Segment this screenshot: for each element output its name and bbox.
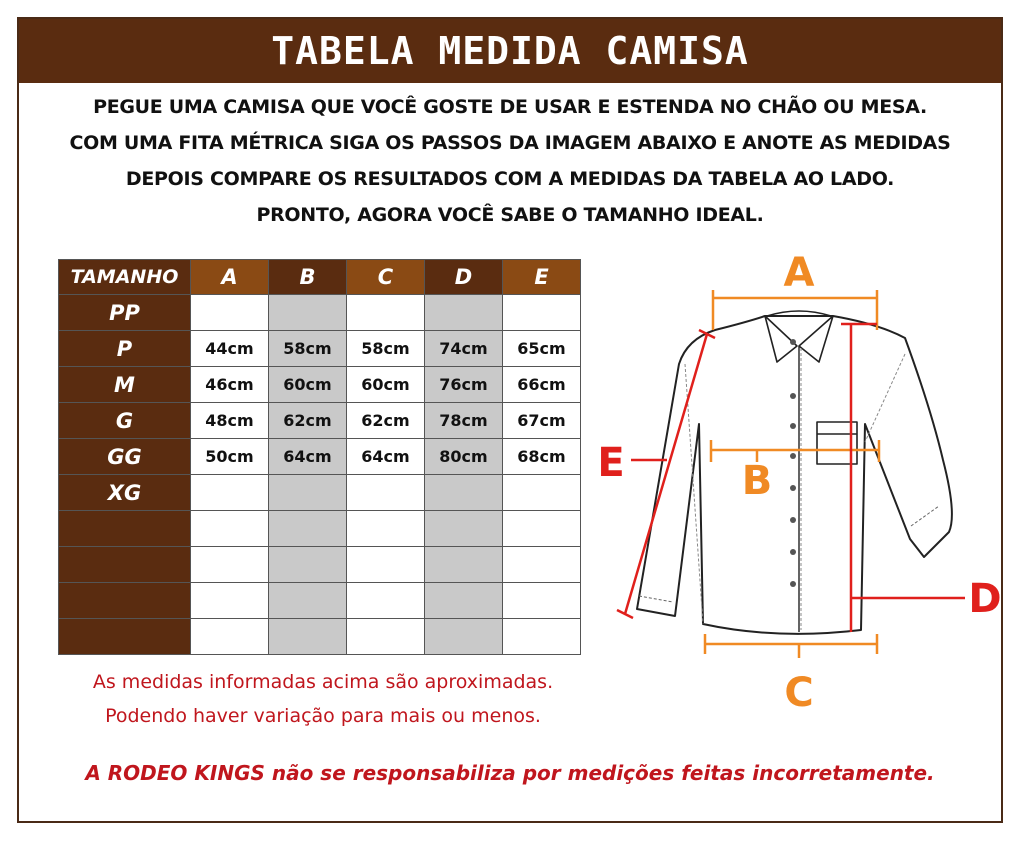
table-row	[59, 475, 581, 511]
note-line: Podendo haver variação para mais ou menos.	[105, 705, 541, 727]
table-row	[59, 511, 581, 547]
size-label	[59, 619, 191, 655]
measure-cell: 74cm	[425, 331, 503, 367]
size-label	[59, 511, 191, 547]
measure-cell	[503, 619, 581, 655]
column-header-d: D	[425, 260, 503, 295]
table-row	[59, 619, 581, 655]
measure-cell	[425, 475, 503, 511]
note-line: As medidas informadas acima são aproximadas.	[92, 671, 554, 693]
measure-cell: 64cm	[347, 439, 425, 475]
size-label	[59, 583, 191, 619]
measure-cell	[269, 547, 347, 583]
measure-cell	[269, 583, 347, 619]
table-row	[59, 403, 581, 439]
size-label: G	[59, 403, 191, 439]
measure-cell	[347, 295, 425, 331]
measure-cell	[347, 475, 425, 511]
measure-cell	[191, 547, 269, 583]
measure-cell: 62cm	[347, 403, 425, 439]
table-row	[59, 331, 581, 367]
shirt-measurement-diagram	[587, 234, 1007, 714]
measure-cell	[347, 619, 425, 655]
column-header-a: A	[191, 260, 269, 295]
measure-cell	[425, 511, 503, 547]
measure-cell: 68cm	[503, 439, 581, 475]
measure-cell: 65cm	[503, 331, 581, 367]
measure-cell: 64cm	[269, 439, 347, 475]
size-label: P	[59, 331, 191, 367]
measure-cell	[425, 295, 503, 331]
measure-cell	[191, 619, 269, 655]
measure-cell	[503, 295, 581, 331]
column-header-e: E	[503, 260, 581, 295]
size-label: GG	[59, 439, 191, 475]
instruction-line: PRONTO, AGORA VOCÊ SABE O TAMANHO IDEAL.	[256, 204, 764, 226]
measure-cell	[425, 547, 503, 583]
measure-cell: 62cm	[269, 403, 347, 439]
page-title: TABELA MEDIDA CAMISA	[271, 29, 749, 73]
measure-cell	[503, 547, 581, 583]
measure-cell	[503, 475, 581, 511]
measure-cell: 66cm	[503, 367, 581, 403]
label-b: B	[741, 458, 773, 504]
measure-cell: 78cm	[425, 403, 503, 439]
measure-cell	[425, 619, 503, 655]
table-row	[59, 295, 581, 331]
measure-cell	[347, 511, 425, 547]
label-a: A	[783, 250, 815, 296]
measure-cell: 60cm	[347, 367, 425, 403]
measure-c-line	[705, 634, 877, 658]
column-header-b: B	[269, 260, 347, 295]
label-d: D	[968, 576, 1002, 622]
table-row	[59, 583, 581, 619]
measure-cell: 80cm	[425, 439, 503, 475]
title-banner	[19, 19, 1001, 83]
measure-cell	[425, 583, 503, 619]
measure-cell: 67cm	[503, 403, 581, 439]
table-row	[59, 547, 581, 583]
column-header-size: TAMANHO	[59, 260, 191, 295]
instructions	[19, 89, 1001, 233]
measure-cell: 50cm	[191, 439, 269, 475]
size-label: M	[59, 367, 191, 403]
table-header-row	[59, 260, 581, 295]
measure-cell: 60cm	[269, 367, 347, 403]
measure-cell: 46cm	[191, 367, 269, 403]
table-row	[59, 367, 581, 403]
instruction-line: COM UMA FITA MÉTRICA SIGA OS PASSOS DA IMAGEM ABAIXO E ANOTE AS MEDIDAS	[69, 132, 951, 154]
measure-cell	[269, 619, 347, 655]
label-c: C	[784, 670, 814, 714]
measure-cell: 76cm	[425, 367, 503, 403]
measure-cell	[191, 295, 269, 331]
measure-cell: 58cm	[269, 331, 347, 367]
measure-cell	[269, 295, 347, 331]
measure-cell	[503, 511, 581, 547]
instruction-line: DEPOIS COMPARE OS RESULTADOS COM A MEDIDAS DA TABELA AO LADO.	[125, 168, 895, 190]
measure-cell	[269, 475, 347, 511]
disclaimer: A RODEO KINGS não se responsabiliza por medições feitas incorretamente.	[85, 761, 935, 785]
measure-cell: 58cm	[347, 331, 425, 367]
size-chart-frame	[17, 17, 1003, 823]
measure-cell	[347, 583, 425, 619]
measure-cell	[347, 547, 425, 583]
measure-cell	[269, 511, 347, 547]
measure-cell	[191, 475, 269, 511]
measure-cell	[503, 583, 581, 619]
table-row	[59, 439, 581, 475]
measure-cell: 48cm	[191, 403, 269, 439]
label-e: E	[597, 440, 625, 486]
approximation-note	[58, 665, 588, 733]
instruction-line: PEGUE UMA CAMISA QUE VOCÊ GOSTE DE USAR E ESTENDA NO CHÃO OU MESA.	[93, 96, 927, 118]
size-label: PP	[59, 295, 191, 331]
measure-cell	[191, 511, 269, 547]
measure-cell: 44cm	[191, 331, 269, 367]
measure-cell	[191, 583, 269, 619]
column-header-c: C	[347, 260, 425, 295]
size-table	[58, 259, 581, 655]
size-label: XG	[59, 475, 191, 511]
size-label	[59, 547, 191, 583]
